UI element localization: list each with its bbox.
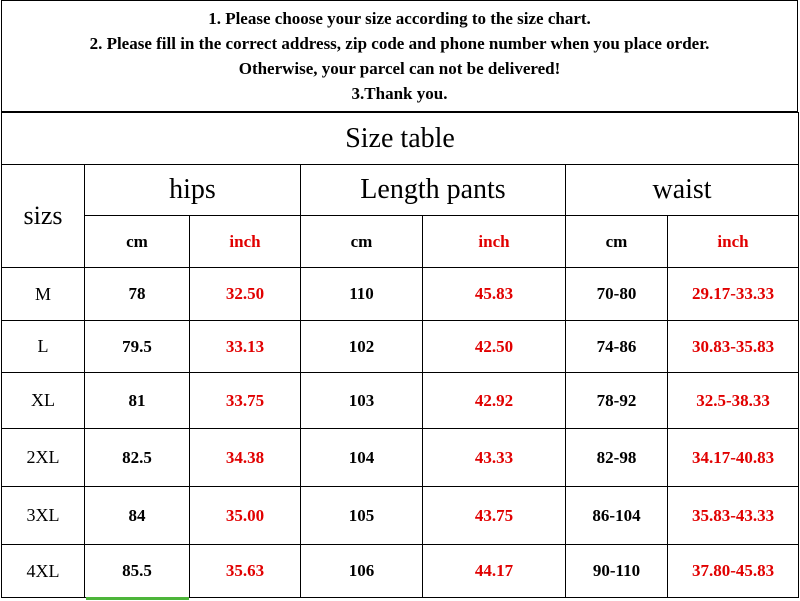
length-cm-value: 104 xyxy=(301,429,423,487)
table-title: Size table xyxy=(2,113,799,165)
waist-header: waist xyxy=(566,165,799,216)
table-row xyxy=(2,487,799,545)
waist-cm-value: 74-86 xyxy=(566,321,668,373)
table-row xyxy=(2,373,799,429)
hips-cm-value: 79.5 xyxy=(85,321,190,373)
order-notice xyxy=(1,0,798,112)
length-inch-value: 44.17 xyxy=(423,545,566,598)
hips-inch-unit: inch xyxy=(190,216,301,268)
hips-cm-value: 85.5 xyxy=(85,545,190,598)
length-inch-value: 43.75 xyxy=(423,487,566,545)
hips-cm-value: 84 xyxy=(85,487,190,545)
size-label: M xyxy=(2,268,85,321)
size-label: 3XL xyxy=(2,487,85,545)
hips-inch-value: 35.63 xyxy=(190,545,301,598)
table-row xyxy=(2,321,799,373)
hips-inch-value: 32.50 xyxy=(190,268,301,321)
sizes-header: sizs xyxy=(2,165,85,268)
length-cm-value: 106 xyxy=(301,545,423,598)
waist-inch-value: 32.5-38.33 xyxy=(668,373,799,429)
waist-inch-value: 30.83-35.83 xyxy=(668,321,799,373)
length-inch-value: 42.50 xyxy=(423,321,566,373)
table-row xyxy=(2,545,799,598)
table-row xyxy=(2,429,799,487)
size-label: 2XL xyxy=(2,429,85,487)
size-label: XL xyxy=(2,373,85,429)
size-label: 4XL xyxy=(2,545,85,598)
length-inch-value: 43.33 xyxy=(423,429,566,487)
waist-cm-value: 70-80 xyxy=(566,268,668,321)
length-inch-unit: inch xyxy=(423,216,566,268)
hips-inch-value: 35.00 xyxy=(190,487,301,545)
hips-cm-value: 81 xyxy=(85,373,190,429)
green-underline-mark xyxy=(86,597,189,600)
waist-inch-value: 35.83-43.33 xyxy=(668,487,799,545)
waist-inch-value: 29.17-33.33 xyxy=(668,268,799,321)
waist-cm-value: 82-98 xyxy=(566,429,668,487)
size-table xyxy=(1,112,799,598)
length-cm-value: 110 xyxy=(301,268,423,321)
hips-inch-value: 34.38 xyxy=(190,429,301,487)
size-label: L xyxy=(2,321,85,373)
waist-cm-value: 86-104 xyxy=(566,487,668,545)
waist-inch-unit: inch xyxy=(668,216,799,268)
waist-cm-value: 78-92 xyxy=(566,373,668,429)
length-inch-value: 45.83 xyxy=(423,268,566,321)
notice-line-4: 3.Thank you. xyxy=(351,84,448,103)
length-pants-header: Length pants xyxy=(301,165,566,216)
waist-inch-value: 37.80-45.83 xyxy=(668,545,799,598)
hips-cm-value: 78 xyxy=(85,268,190,321)
hips-inch-value: 33.75 xyxy=(190,373,301,429)
hips-header: hips xyxy=(85,165,301,216)
hips-inch-value: 33.13 xyxy=(190,321,301,373)
waist-cm-unit: cm xyxy=(566,216,668,268)
notice-line-1: 1. Please choose your size according to the size chart. xyxy=(208,9,591,28)
length-cm-value: 102 xyxy=(301,321,423,373)
hips-cm-unit: cm xyxy=(85,216,190,268)
notice-line-3: Otherwise, your parcel can not be delivered! xyxy=(238,59,561,78)
waist-cm-value: 90-110 xyxy=(566,545,668,598)
table-row xyxy=(2,268,799,321)
notice-line-2: 2. Please fill in the correct address, zip code and phone number when you place order. xyxy=(89,34,710,53)
hips-cm-value: 82.5 xyxy=(85,429,190,487)
waist-inch-value: 34.17-40.83 xyxy=(668,429,799,487)
length-cm-value: 105 xyxy=(301,487,423,545)
length-cm-value: 103 xyxy=(301,373,423,429)
length-inch-value: 42.92 xyxy=(423,373,566,429)
length-cm-unit: cm xyxy=(301,216,423,268)
